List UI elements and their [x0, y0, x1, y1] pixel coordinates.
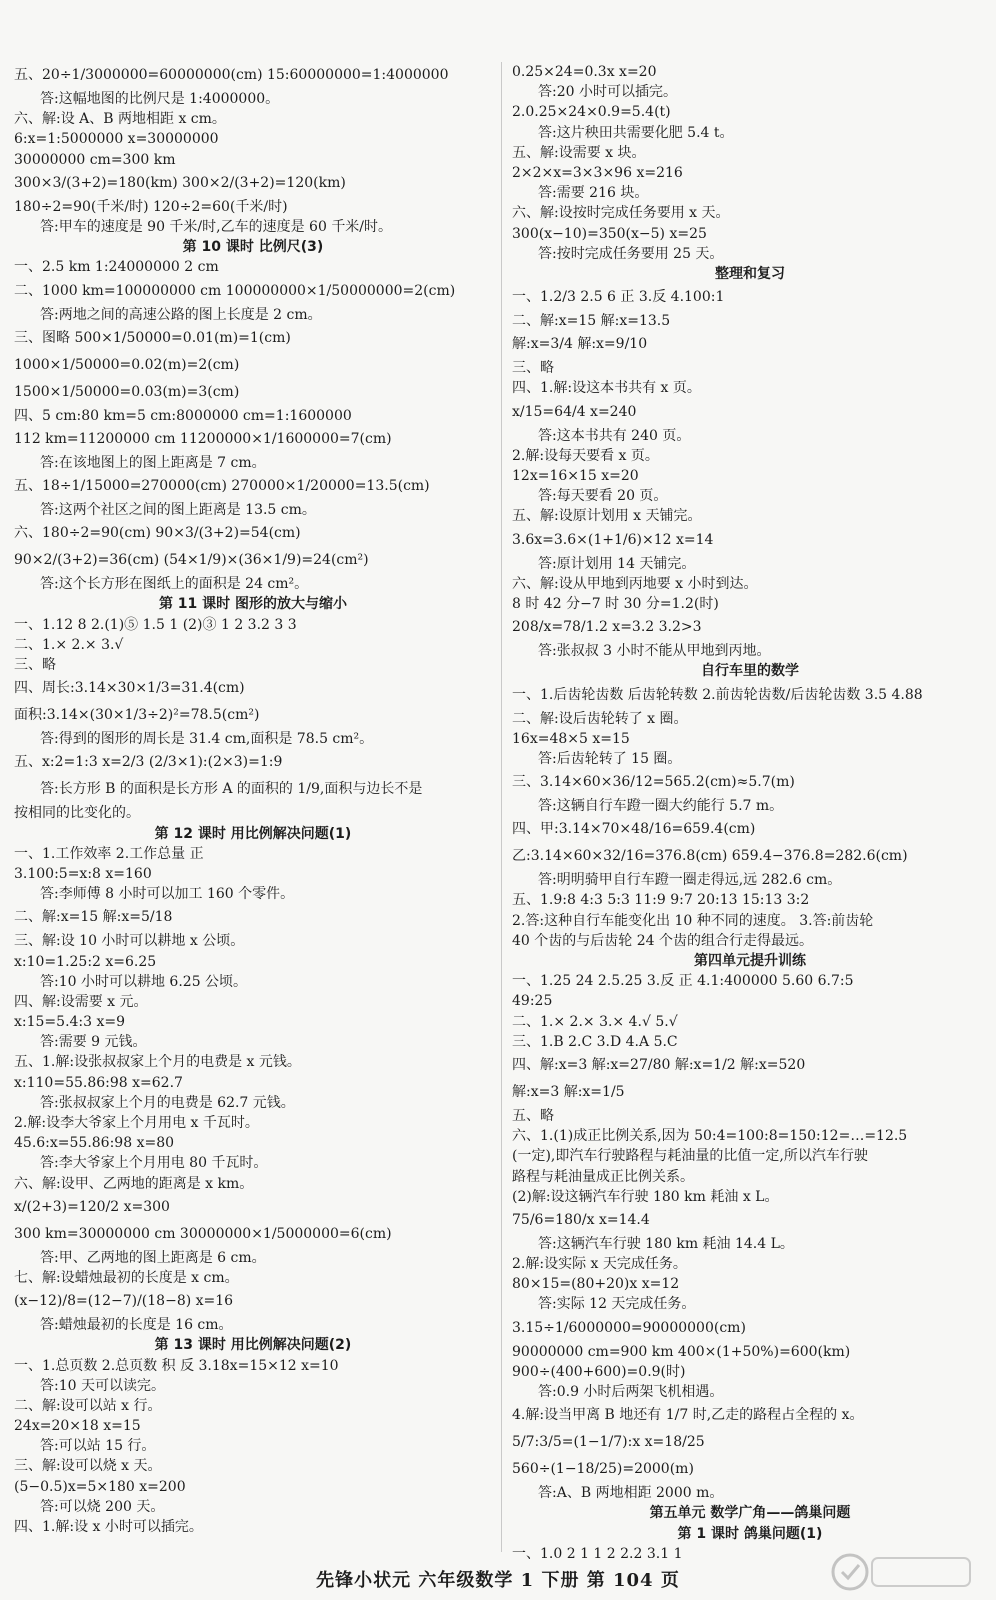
solution-line: 0.25×24=0.3x x=20: [512, 64, 657, 80]
solution-line: 二、解:x=15 解:x=13.5: [512, 313, 671, 330]
solution-line: 六、180÷2=90(cm) 90×3/(3+2)=54(cm): [14, 525, 301, 542]
solution-line: 1000×1/50000=0.02(m)=2(cm): [14, 356, 240, 373]
solution-line: 一、1.0 2 1 1 2 2.2 3.1 1: [512, 1545, 683, 1562]
answer-line: 答:两地之间的高速公路的图上长度是 2 cm。: [40, 306, 322, 323]
solution-line: 五、1.9:8 4:3 5:3 11:9 9:7 20:13 15:13 3:2: [512, 892, 810, 909]
section-heading: 第 13 课时 用比例解决问题(2): [154, 1337, 352, 1354]
answer-line: 答:明明骑甲自行车蹬一圈走得远,远 282.6 cm。: [538, 872, 842, 889]
column-divider: [501, 62, 502, 1552]
solution-line: x/(2+3)=120/2 x=300: [14, 1198, 170, 1215]
answer-line: 答:张叔叔 3 小时不能从甲地到丙地。: [538, 643, 771, 660]
solution-line: 一、1.总页数 2.总页数 积 反 3.18x=15×12 x=10: [14, 1357, 339, 1374]
solution-line: 80×15=(80+20)x x=12: [512, 1276, 680, 1293]
answer-line: 答:长方形 B 的面积是长方形 A 的面积的 1/9,面积与边长不是: [40, 781, 423, 798]
solution-line: 三、图略 500×1/50000=0.01(m)=1(cm): [14, 329, 291, 346]
left-column: [14, 62, 492, 1537]
solution-line: 乙:3.14×60×32/16=376.8(cm) 659.4−376.8=282.6(cm): [512, 848, 908, 865]
solution-line: 四、1.解:设 x 小时可以插完。: [14, 1519, 203, 1535]
answer-line: 答:需要 216 块。: [538, 185, 649, 202]
section-heading: 第四单元提升训练: [694, 953, 806, 969]
solution-line: 5/7:3/5=(1−1/7):x x=18/25: [512, 1434, 705, 1451]
section-heading: 第五单元 数学广角——鸽巢问题: [649, 1505, 851, 1522]
solution-line: 三、解:设 10 小时可以耕地 x 公顷。: [14, 933, 245, 950]
solution-line: 8 时 42 分−7 时 30 分=1.2(时): [512, 595, 719, 612]
solution-line: 208/x=78/1.2 x=3.2 3.2>3: [512, 619, 702, 636]
section-heading: 自行车里的数学: [701, 663, 799, 680]
solution-line: 五、20÷1/3000000=60000000(cm) 15:60000000=1:4000000: [14, 67, 449, 83]
solution-line: 二、1.× 2.× 3.× 4.√ 5.√: [512, 1013, 678, 1030]
answer-line: 答:得到的图形的周长是 31.4 cm,面积是 78.5 cm²。: [40, 731, 374, 748]
solution-line: 三、略: [512, 360, 554, 377]
answer-line: 答:这辆自行车蹬一圈大约能行 5.7 m。: [538, 798, 784, 815]
section-heading: 第 12 课时 用比例解决问题(1): [154, 825, 352, 842]
answer-line: 答:这个长方形在图纸上的面积是 24 cm²。: [40, 576, 309, 593]
answer-line: 答:蜡烛最初的长度是 16 cm。: [40, 1317, 233, 1334]
solution-line: 2.解:设每天要看 x 页。: [512, 447, 659, 464]
solution-line: 45.6:x=55.86:98 x=80: [14, 1135, 175, 1152]
solution-line: 四、5 cm:80 km=5 cm:8000000 cm=1:1600000: [14, 407, 352, 424]
solution-line: 四、甲:3.14×70×48/16=659.4(cm): [512, 821, 756, 838]
answer-line: 答:每天要看 20 页。: [538, 488, 668, 505]
solution-line: 六、解:设从甲地到丙地要 x 小时到达。: [512, 575, 758, 592]
solution-line: 2.0.25×24×0.9=5.4(t): [512, 104, 671, 121]
answer-line: 答:这辆汽车行驶 180 km 耗油 14.4 L。: [538, 1235, 794, 1252]
answer-line: 答:10 小时可以耕地 6.25 公顷。: [40, 973, 248, 990]
solution-line: 六、解:设 A、B 两地相距 x cm。: [14, 111, 226, 128]
section-heading: 第 10 课时 比例尺(3): [182, 239, 324, 256]
solution-line: x:110=55.86:98 x=62.7: [14, 1074, 183, 1091]
solution-line: 3.15÷1/6000000=90000000(cm): [512, 1319, 746, 1336]
answer-line: 答:这两个社区之间的图上距离是 13.5 cm。: [40, 502, 316, 519]
solution-line: 一、1.后齿轮齿数 后齿轮转数 2.前齿轮齿数/后齿轮齿数 3.5 4.88: [512, 686, 923, 703]
solution-line: 16x=48×5 x=15: [512, 730, 630, 747]
solution-line: 40 个齿的与后齿轮 24 个齿的组合行走得最远。: [512, 932, 813, 949]
right-column: [512, 62, 988, 1564]
solution-line: 一、1.12 8 2.(1)⑤ 1.5 1 (2)③ 1 2 3.2 3 3: [14, 616, 297, 633]
section-heading: 第 1 课时 鸽巢问题(1): [677, 1525, 823, 1542]
solution-line: 六、解:设甲、乙两地的距离是 x km。: [14, 1175, 254, 1192]
solution-line: 四、解:设需要 x 元。: [14, 993, 148, 1010]
solution-line: (一定),即汽车行驶路程与耗油量的比值一定,所以汽车行驶: [512, 1148, 868, 1165]
solution-line: 三、1.B 2.C 3.D 4.A 5.C: [512, 1033, 678, 1050]
answer-line: 答:这片秧田共需要化肥 5.4 t。: [538, 124, 734, 141]
solution-line: x:15=5.4:3 x=9: [14, 1014, 126, 1031]
answer-line: 答:在该地图上的图上距离是 7 cm。: [40, 454, 266, 471]
answer-line: 答:李大爷家上个月用电 80 千瓦时。: [40, 1155, 268, 1172]
solution-line: 解:x=3 解:x=1/5: [512, 1083, 625, 1100]
solution-line: 900÷(400+600)=0.9(时): [512, 1363, 686, 1380]
solution-line: 3.6x=3.6×(1+1/6)×12 x=14: [512, 531, 714, 548]
solution-line: 30000000 cm=300 km: [14, 151, 176, 168]
solution-line: 六、1.(1)成正比例关系,因为 50:4=100:8=150:12=…=12.5: [512, 1128, 908, 1145]
answer-line: 答:按时完成任务要用 25 天。: [538, 245, 724, 262]
answer-line: 答:李师傅 8 小时可以加工 160 个零件。: [40, 886, 295, 903]
solution-line: 面积:3.14×(30×1/3÷2)²=78.5(cm²): [14, 707, 260, 724]
solution-line: 七、解:设蜡烛最初的长度是 x cm。: [14, 1269, 239, 1286]
solution-line: 一、1.工作效率 2.工作总量 正: [14, 845, 204, 862]
solution-line: 五、x:2=1:3 x=2/3 (2/3×1):(2×3)=1:9: [14, 754, 283, 771]
section-heading: 整理和复习: [715, 265, 785, 282]
solution-line: 1500×1/50000=0.03(m)=3(cm): [14, 383, 240, 400]
solution-line: 三、略: [14, 657, 56, 673]
solution-line: 一、2.5 km 1:24000000 2 cm: [14, 259, 219, 276]
solution-line: 六、解:设按时完成任务要用 x 天。: [512, 205, 730, 222]
answer-line: 答:甲车的速度是 90 千米/时,乙车的速度是 60 千米/时。: [40, 218, 393, 235]
solution-line: 路程与耗油量成正比例关系。: [512, 1168, 694, 1185]
answer-line: 答:可以站 15 行。: [40, 1438, 156, 1455]
solution-line: x:10=1.25:2 x=6.25: [14, 953, 157, 970]
solution-line: x/15=64/4 x=240: [512, 403, 637, 420]
solution-line: 四、1.解:设这本书共有 x 页。: [512, 380, 701, 397]
solution-line: 90000000 cm=900 km 400×(1+50%)=600(km): [512, 1343, 851, 1360]
answer-line: 答:这本书共有 240 页。: [538, 427, 691, 444]
solution-line: 解:x=3/4 解:x=9/10: [512, 336, 648, 353]
solution-line: 2.解:设实际 x 天完成任务。: [512, 1256, 687, 1273]
solution-line: 4.解:设当甲离 B 地还有 1/7 时,乙走的路程占全程的 x。: [512, 1407, 864, 1424]
solution-line: 二、1000 km=100000000 cm 100000000×1/50000000=2(cm): [14, 282, 456, 299]
solution-line: 二、解:设可以站 x 行。: [14, 1397, 162, 1414]
solution-line: 49:25: [512, 993, 553, 1010]
answer-line: 答:A、B 两地相距 2000 m。: [538, 1485, 724, 1502]
solution-line: 3.100:5=x:8 x=160: [14, 865, 152, 882]
solution-line: 90×2/(3+2)=36(cm) (54×1/9)×(36×1/9)=24(cm²): [14, 552, 369, 569]
section-heading: 第 11 课时 图形的放大与缩小: [158, 596, 348, 613]
solution-line: 三、解:设可以烧 x 天。: [14, 1458, 162, 1475]
answer-line: 答:0.9 小时后两架飞机相遇。: [538, 1384, 724, 1400]
watermark-logo-icon: [828, 1548, 978, 1598]
answer-line: 答:甲、乙两地的图上距离是 6 cm。: [40, 1249, 266, 1266]
answer-line: 答:需要 9 元钱。: [40, 1034, 147, 1051]
solution-line: 三、3.14×60×36/12=565.2(cm)≈5.7(m): [512, 774, 795, 791]
solution-line: 2.答:这种自行车能变化出 10 种不同的速度。 3.答:前齿轮: [512, 912, 874, 929]
solution-line: 一、1.2/3 2.5 6 正 3.反 4.100:1: [512, 289, 725, 306]
answer-line: 答:可以烧 200 天。: [40, 1498, 165, 1515]
solution-line: 560÷(1−18/25)=2000(m): [512, 1461, 694, 1478]
solution-line: 二、解:设后齿轮转了 x 圈。: [512, 710, 688, 727]
solution-line: 6:x=1:5000000 x=30000000: [14, 131, 219, 148]
solution-line: 300 km=30000000 cm 30000000×1/5000000=6(cm): [14, 1225, 392, 1242]
answer-line: 答:10 天可以读完。: [40, 1377, 165, 1394]
answer-line: 答:张叔叔家上个月的电费是 62.7 元钱。: [40, 1094, 295, 1111]
solution-line: 112 km=11200000 cm 11200000×1/1600000=7(cm): [14, 430, 392, 447]
answer-line: 答:20 小时可以插完。: [538, 84, 677, 101]
solution-line: 一、1.25 24 2.5.25 3.反 正 4.1:400000 5.60 6.7:5: [512, 973, 854, 990]
solution-line: 300(x−10)=350(x−5) x=25: [512, 225, 707, 242]
answer-line: 答:实际 12 天完成任务。: [538, 1296, 696, 1313]
solution-line: 五、1.解:设张叔叔家上个月的电费是 x 元钱。: [14, 1054, 301, 1071]
solution-line: 五、18÷1/15000=270000(cm) 270000×1/20000=13.5(cm): [14, 478, 430, 495]
answer-line: 答:这幅地图的比例尺是 1:4000000。: [40, 91, 280, 107]
solution-line: 12x=16×15 x=20: [512, 468, 639, 484]
solution-line: (x−12)/8=(12−7)/(18−8) x=16: [14, 1293, 234, 1310]
solution-line: 24x=20×18 x=15: [14, 1418, 141, 1435]
solution-line: 2×2×x=3×3×96 x=216: [512, 164, 683, 181]
solution-line: 按相同的比变化的。: [14, 805, 140, 822]
solution-line: 五、解:设原计划用 x 天铺完。: [512, 508, 702, 525]
solution-line: 二、解:x=15 解:x=5/18: [14, 909, 173, 926]
solution-line: (5−0.5)x=5×180 x=200: [14, 1478, 186, 1495]
solution-line: 75/6=180/x x=14.4: [512, 1211, 650, 1228]
answer-line: 答:原计划用 14 天铺完。: [538, 555, 696, 572]
solution-line: 四、解:x=3 解:x=27/80 解:x=1/2 解:x=520: [512, 1056, 806, 1073]
solution-line: (2)解:设这辆汽车行驶 180 km 耗油 x L。: [512, 1188, 779, 1205]
page-footer: 先锋小状元 六年级数学 1 下册 第 104 页: [316, 1570, 680, 1591]
solution-line: 2.解:设李大爷家上个月用电 x 千瓦时。: [14, 1115, 259, 1131]
solution-line: 300×3/(3+2)=180(km) 300×2/(3+2)=120(km): [14, 174, 346, 191]
solution-line: 180÷2=90(千米/时) 120÷2=60(千米/时): [14, 198, 288, 215]
solution-line: 四、周长:3.14×30×1/3=31.4(cm): [14, 680, 245, 697]
solution-line: 五、略: [512, 1107, 554, 1124]
solution-line: 五、解:设需要 x 块。: [512, 144, 646, 161]
answer-line: 答:后齿轮转了 15 圈。: [538, 750, 682, 767]
solution-line: 二、1.× 2.× 3.√: [14, 636, 124, 653]
